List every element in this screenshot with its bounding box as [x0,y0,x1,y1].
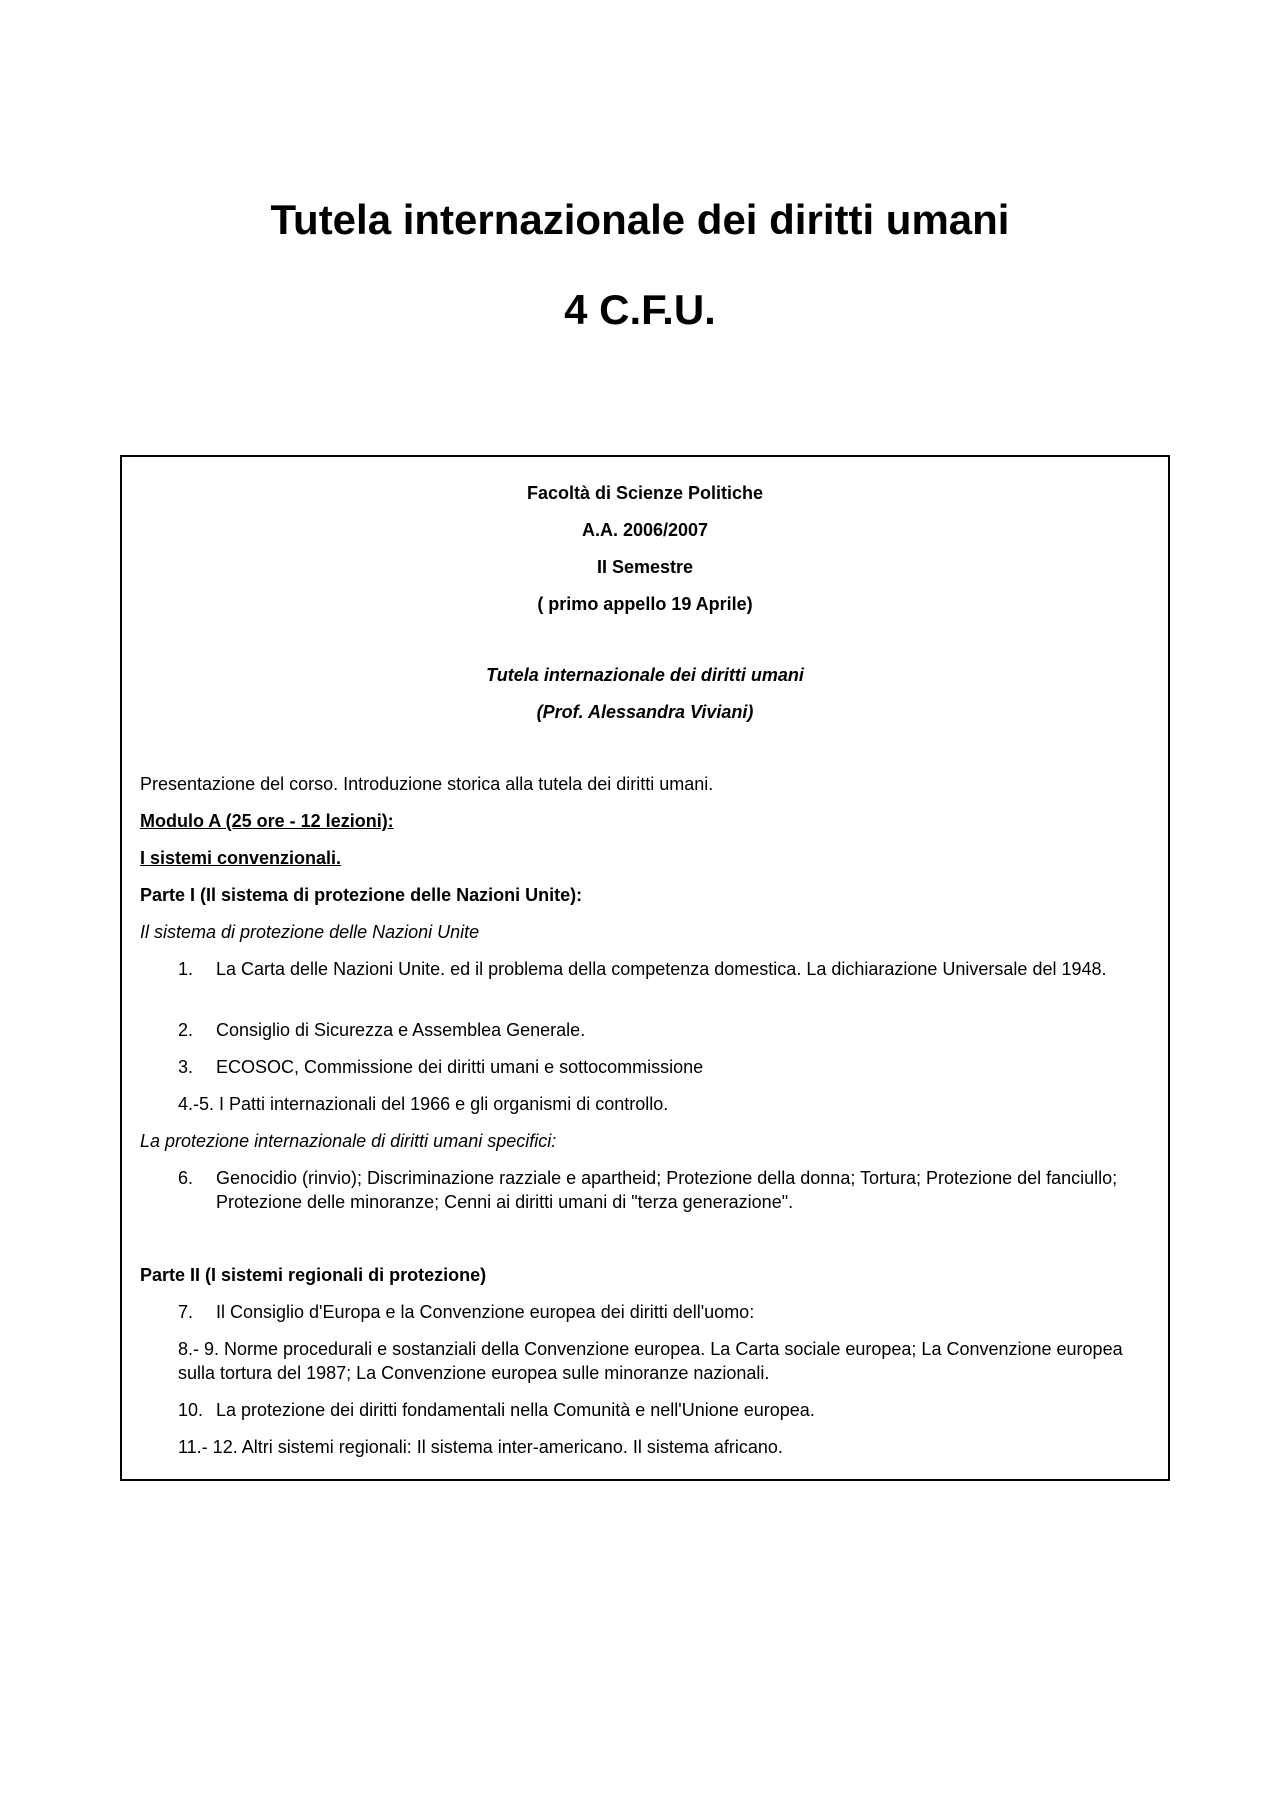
un-system-subheading: Il sistema di protezione delle Nazioni Unite [140,922,480,942]
list-item-number: 3. [178,1057,194,1077]
list-item-number: 1. [178,959,194,979]
list-item [178,1300,1138,1324]
list-item-text: Consiglio di Sicurezza e Assemblea Generale. [216,1020,586,1040]
list-item-4-5: 4.-5. I Patti internazionali del 1966 e gli organismi di controllo. [178,1094,669,1114]
list-item [178,1166,1138,1214]
list-item-text: Il Consiglio d'Europa e la Convenzione europea dei diritti dell'uomo: [216,1302,755,1322]
course-intro: Presentazione del corso. Introduzione storica alla tutela dei diritti umani. [140,774,714,794]
professor-name: (Prof. Alessandra Viviani) [536,702,754,722]
list-item-number: 6. [178,1168,194,1188]
faculty-name: Facoltà di Scienze Politiche [526,483,764,503]
academic-year: A.A. 2006/2007 [581,520,709,540]
specific-rights-subheading: La protezione internazionale di diritti umani specifici: [140,1131,557,1151]
list-item [178,957,1138,981]
list-item-number: 10. [178,1400,204,1420]
list-item [178,1398,1138,1422]
module-heading: Modulo A (25 ore - 12 lezioni): [140,811,394,831]
part-1-heading: Parte I (Il sistema di protezione delle Nazioni Unite): [140,885,583,905]
conventional-systems-heading: I sistemi convenzionali. [140,848,342,868]
credits-heading: 4 C.F.U. [564,286,716,333]
course-title: Tutela internazionale dei diritti umani [486,665,804,685]
part-2-heading: Parte II (I sistemi regionali di protezione) [140,1265,487,1285]
list-item [178,1018,1138,1042]
list-item-text: La Carta delle Nazioni Unite. ed il problema della competenza domestica. La dichiarazione Universale del 1948. [216,959,1107,979]
list-item-8-9: 8.- 9. Norme procedurali e sostanziali della Convenzione europea. La Carta sociale europea; La Convenzione europea sulla tortura del 1987; La Convenzione europea sulle minoranze nazionali. [178,1339,1123,1383]
list-item-text: La protezione dei diritti fondamentali nella Comunità e nell'Unione europea. [216,1400,815,1420]
list-item-number: 7. [178,1302,194,1322]
exam-date: ( primo appello 19 Aprile) [537,594,753,614]
course-program-box [120,455,1170,1481]
list-item-number: 2. [178,1020,194,1040]
document-title: Tutela internazionale dei diritti umani [270,196,1010,243]
list-item [178,1055,1138,1079]
list-item-text: ECOSOC, Commissione dei diritti umani e sottocommissione [216,1057,704,1077]
list-item-text: Genocidio (rinvio); Discriminazione razziale e apartheid; Protezione della donna; Tortura; Protezione del fanciullo; Protezione delle minoranze; Cenni ai diritti umani di "terza generazione". [216,1168,1118,1212]
list-item-11-12: 11.- 12. Altri sistemi regionali: Il sistema inter-americano. Il sistema africano. [178,1437,783,1457]
semester: II Semestre [596,557,694,577]
